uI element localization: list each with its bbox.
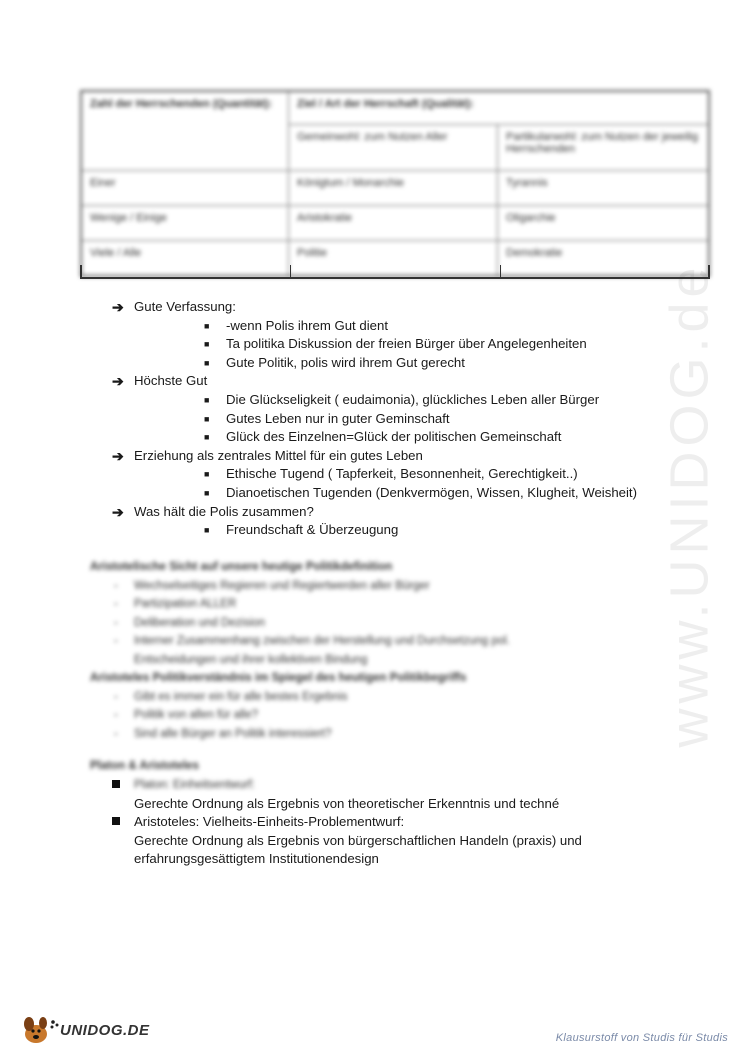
- table-cell: Demokratie: [498, 241, 710, 277]
- list-item: - Politik von allen für alle?: [90, 706, 630, 725]
- square-bullet-icon: [112, 817, 120, 825]
- list-item-title: Platon: Einheitsentwurf:: [134, 779, 255, 791]
- arrow-right-icon: ➔: [112, 447, 124, 464]
- section-platon-aristoteles: [112, 776, 672, 869]
- list-item-text: Partizipation ALLER: [134, 598, 237, 610]
- square-bullet-icon: ■: [204, 357, 210, 368]
- list-item: - Deliberation und Dezision: [90, 614, 630, 633]
- square-bullet-icon: ■: [204, 394, 210, 405]
- list-item-text: Gerechte Ordnung als Ergebnis von bürgerschaftlichen Handeln (praxis) und: [134, 832, 582, 848]
- list-item-text: Politik von allen für alle?: [134, 709, 259, 721]
- list-item: [112, 813, 672, 832]
- list-item-text: Deliberation und Dezision: [134, 616, 266, 629]
- sub-item-text: Dianoetischen Tugenden (Denkvermögen, Wissen, Klugheit, Weisheit): [226, 484, 637, 500]
- table-sub-gemeinwohl: Gemeinwohl: zum Nutzen Aller: [289, 125, 498, 171]
- section-heading: Platon & Aristoteles: [90, 760, 199, 772]
- sub-item-text: Gute Politik, polis wird ihrem Gut gerecht: [226, 354, 465, 370]
- table-row: [81, 206, 709, 241]
- table-header-quality: Ziel / Art der Herrschaft (Qualität):: [289, 91, 710, 125]
- list-item: - Gibt es immer ein für alle bestes Ergebnis: [90, 688, 630, 707]
- square-bullet-icon: ■: [204, 339, 210, 350]
- square-bullet-icon: ■: [204, 320, 210, 331]
- table-row: [81, 171, 709, 206]
- sub-item: [112, 317, 672, 336]
- list-item-text: Gerechte Ordnung als Ergebnis von theoretischer Erkenntnis und techné: [134, 795, 560, 811]
- watermark-text: www.UNIDOG.de: [660, 262, 720, 748]
- sub-item: [112, 391, 672, 410]
- square-bullet-icon: ■: [204, 469, 210, 480]
- list-item-continuation: Entscheidungen und ihrer kollektiven Bindung: [134, 653, 368, 666]
- section-heading: Aristotelische Sicht auf unsere heutige Politikdefinition: [90, 561, 393, 573]
- table-header-quantity: Zahl der Herrschenden (Quantität):: [81, 91, 289, 171]
- sub-item-text: Ta politika Diskussion der freien Bürger über Angelegenheiten: [226, 336, 587, 352]
- arrow-right-icon: ➔: [112, 373, 124, 390]
- logo-text: UNIDOG.DE: [60, 1021, 150, 1039]
- list-item: [112, 776, 672, 795]
- square-bullet-icon: ■: [204, 413, 210, 424]
- footer-slogan: Klausurstoff von Studis für Studis: [555, 1032, 728, 1044]
- unidog-logo[interactable]: [20, 1014, 150, 1046]
- sub-item: [112, 354, 672, 373]
- list-item-text: erfahrungsgesättigtem Institutionendesign: [134, 851, 379, 867]
- sub-item: [112, 484, 672, 503]
- list-item-text: Sind alle Bürger an Politik interessiert?: [134, 727, 332, 740]
- table-cell: Tyrannis: [498, 171, 710, 206]
- list-item: [112, 372, 672, 391]
- section-blurred: [90, 558, 630, 743]
- list-item: [112, 298, 672, 317]
- section-heading: Aristoteles Politikverständnis im Spiegel des heutigen Politikbegriffs: [90, 672, 467, 684]
- list-item-text: Wechselseitiges Regieren und Regiertwerden aller Bürger: [134, 579, 430, 592]
- list-item-title: Aristoteles: Vielheits-Einheits-Problementwurf:: [134, 814, 405, 830]
- sub-item-text: -wenn Polis ihrem Gut dient: [226, 317, 388, 333]
- list-item-title: Höchste Gut: [134, 373, 208, 389]
- sub-item-text: Freundschaft & Überzeugung: [226, 522, 399, 538]
- square-bullet-icon: ■: [204, 487, 210, 498]
- dog-icon: [20, 1014, 60, 1046]
- sub-item-text: Gutes Leben nur in guter Geminschaft: [226, 410, 450, 426]
- list-item: - Wechselseitiges Regieren und Regiertwerden aller Bürger: [90, 577, 630, 596]
- sub-item: [112, 521, 672, 538]
- table-cell: Viele / Alle: [81, 241, 289, 277]
- section-polis: [112, 298, 672, 538]
- table-cell: Oligarchie: [498, 206, 710, 241]
- list-item: [112, 447, 672, 466]
- list-item: - Sind alle Bürger an Politik interessiert?: [90, 725, 630, 744]
- table-bottom-border: [80, 265, 710, 279]
- sub-item-text: Die Glückseligkeit ( eudaimonia), glückliches Leben aller Bürger: [226, 391, 600, 407]
- list-item: - Interner Zusammenhang zwischen der Herstellung und Durchsetzung pol.: [90, 632, 630, 651]
- table-cell: Einer: [81, 171, 289, 206]
- sub-item: [112, 465, 672, 484]
- herrschaft-table: [80, 90, 710, 277]
- square-bullet-icon: ■: [204, 525, 210, 536]
- list-item: - Partizipation ALLER: [90, 595, 630, 614]
- list-item-text: Interner Zusammenhang zwischen der Herstellung und Durchsetzung pol.: [134, 635, 510, 647]
- arrow-right-icon: ➔: [112, 299, 124, 315]
- list-item-title: Erziehung als zentrales Mittel für ein gutes Leben: [134, 447, 423, 463]
- list-item-title: Was hält die Polis zusammen?: [134, 503, 314, 519]
- table-sub-partikularwohl: Partikularwohl: zum Nutzen der jeweilig Herrschenden: [498, 125, 710, 171]
- table-row: [81, 91, 709, 125]
- square-bullet-icon: [112, 780, 120, 788]
- arrow-right-icon: ➔: [112, 503, 124, 520]
- square-bullet-icon: ■: [204, 432, 210, 443]
- list-item-text: Gibt es immer ein für alle bestes Ergebnis: [134, 690, 348, 703]
- sub-item: [112, 335, 672, 354]
- table-cell: Wenige / Einige: [81, 206, 289, 241]
- table-cell: Politie: [289, 241, 498, 277]
- table-cell: Aristokratie: [289, 206, 498, 241]
- sub-item-text: Ethische Tugend ( Tapferkeit, Besonnenheit, Gerechtigkeit..): [226, 466, 578, 482]
- list-item: [112, 503, 672, 522]
- sub-item: [112, 428, 672, 447]
- sub-item-text: Glück des Einzelnen=Glück der politischen Gemeinschaft: [226, 429, 562, 445]
- table-cell: Königtum / Monarchie: [289, 171, 498, 206]
- sub-item: [112, 410, 672, 429]
- list-item-title: Gute Verfassung:: [134, 299, 236, 314]
